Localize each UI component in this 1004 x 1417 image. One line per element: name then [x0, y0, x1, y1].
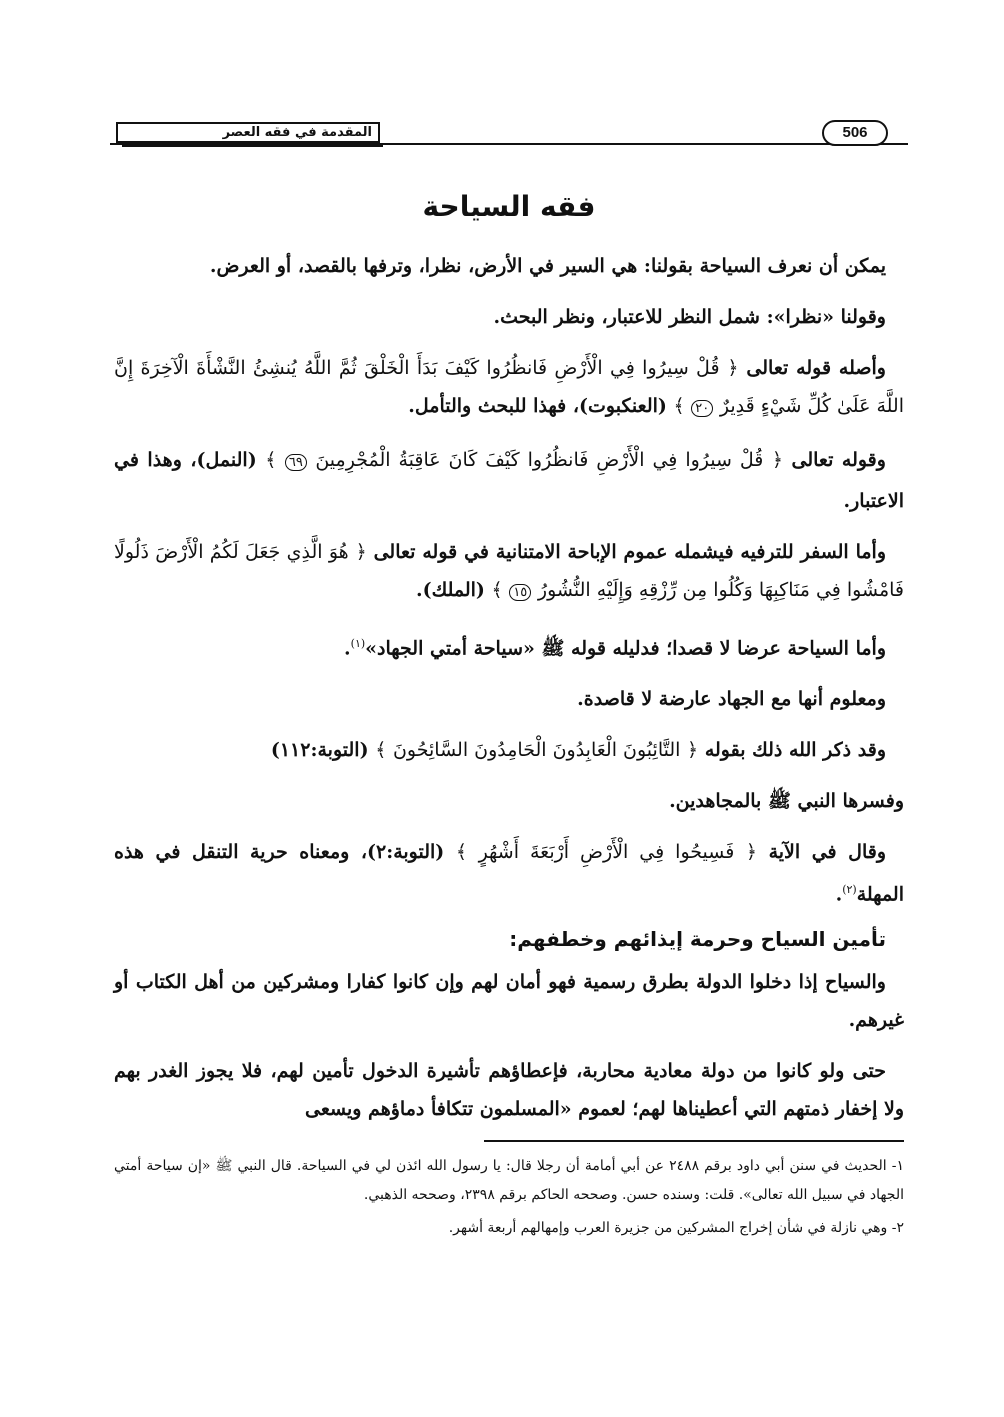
quran-close-bracket: ﴾ — [375, 739, 387, 762]
footnote-1: ١- الحديث في سنن أبي داود برقم ٢٤٨٨ عن أبي أمامة أن رجلا قال: يا رسول الله ائذن لي في السياحة. قال النبي ﷺ «إن سياحة أمتي الجهاد في سبيل الله تعالى». قلت: وسنده حسن. وصححه الحاكم برقم ٢٣٩٨، وصححه الذهبي. — [114, 1158, 904, 1203]
quran-close-bracket: ﴾ — [673, 395, 685, 417]
text: (النمل)، وهذا في الاعتبار. — [114, 449, 904, 512]
text: وأما السفر للترفيه فيشمله عموم الإباحة الامتنانية في قوله تعالى — [373, 541, 887, 563]
verse-number: ٦٩ — [285, 454, 307, 471]
quran-close-bracket: ﴾ — [265, 449, 277, 471]
footnote-2: ٢- وهي نازلة في شأن إخراج المشركين من جزيرة العرب وإمهالهم أربعة أشهر. — [448, 1220, 904, 1236]
quran-verse: قُلْ سِيرُوا فِي الْأَرْضِ فَانظُرُوا كَيْفَ بَدَأَ الْخَلْقَ ثُمَّ اللَّهُ يُنشِئُ النَّشْأَةَ الْآخِرَةَ إِنَّ اللَّهَ عَلَىٰ كُلِّ شَيْءٍ قَدِيرٌ — [114, 357, 904, 417]
footnote-rule — [484, 1140, 904, 1142]
text: (الملك). — [415, 579, 485, 601]
book-title-box — [116, 122, 380, 143]
footnote-ref-2: (٢) — [842, 883, 857, 897]
text: وأما السياحة عرضا لا قصدا؛ فدليله قوله ﷺ «سياحة أمتي الجهاد» — [365, 637, 886, 660]
paragraph-nazar: وقولنا «نظرا»: شمل النظر للاعتبار، ونظر البحث. — [493, 306, 886, 328]
paragraph-mulk — [114, 533, 904, 612]
text: (العنكبوت)، فهذا للبحث والتأمل. — [408, 395, 667, 417]
quran-verse: هُوَ الَّذِي جَعَلَ لَكُمُ الْأَرْضَ ذَلُولًا فَامْشُوا فِي مَنَاكِبِهَا وَكُلُوا مِن رِّزْقِهِ وَإِلَيْهِ النُّشُورُ — [114, 541, 904, 601]
main-content — [114, 190, 904, 1141]
page-number: 506 — [822, 120, 888, 146]
paragraph-definition: يمكن أن نعرف السياحة بقولنا: هي السير في الأرض، نظرا، وترفها بالقصد، أو العرض. — [209, 255, 886, 277]
text: وقد ذكر الله ذلك بقوله — [704, 739, 886, 762]
section-subheading: تأمين السياح وحرمة إيذائهم وخطفهم: — [509, 926, 886, 951]
quran-verse: قُلْ سِيرُوا فِي الْأَرْضِ فَانظُرُوا كَيْفَ كَانَ عَاقِبَةُ الْمُجْرِمِينَ — [315, 449, 764, 471]
paragraph-interpretation: وفسرها النبي ﷺ بالمجاهدين. — [669, 790, 904, 813]
paragraph-naml — [114, 441, 904, 520]
paragraph-jihad — [114, 625, 904, 667]
footnote-ref-1: (١) — [350, 637, 366, 650]
quran-verse: التَّائِبُونَ الْعَابِدُونَ الْحَامِدُونَ السَّائِحُونَ — [392, 739, 681, 762]
paragraph-hostile-state: حتى ولو كانوا من دولة معادية محاربة، فإعطاؤهم تأشيرة الدخول تأمين لهم، فلا يجوز الغدر بهم ولا إخفار ذمتهم التي أعطيناها لهم؛ لعموم «المسلمون تتكافأ دماؤهم ويسعى — [114, 1059, 904, 1120]
quran-verse: فَسِيحُوا فِي الْأَرْضِ أَرْبَعَةَ أَشْهُرٍ — [478, 841, 735, 864]
text: . — [344, 637, 351, 660]
text: وقال في الآية — [768, 841, 887, 864]
paragraph-ankabut — [114, 349, 904, 428]
paragraph-tawbah-112 — [114, 731, 904, 769]
quran-open-bracket: ﴿ — [355, 541, 367, 563]
text: وقوله تعالى — [791, 449, 886, 471]
paragraph-tourists-entry: والسياح إذا دخلوا الدولة بطرق رسمية فهو أمان لهم وإن كانوا كفارا ومشركين من أهل الكتاب أو غيرهم. — [114, 970, 904, 1031]
footnotes — [114, 1140, 904, 1247]
quran-open-bracket: ﴿ — [727, 357, 739, 379]
book-title: المقدمة في فقه العصر — [222, 125, 372, 140]
page-title: فقه السياحة — [422, 190, 596, 223]
text: وأصله قوله تعالى — [746, 357, 886, 379]
quran-open-bracket: ﴿ — [771, 449, 783, 471]
paragraph-tawbah-2 — [114, 833, 904, 913]
text: . — [835, 883, 843, 906]
quran-close-bracket: ﴾ — [455, 841, 467, 864]
page-header — [110, 118, 908, 146]
paragraph-incidental: ومعلوم أنها مع الجهاد عارضة لا قاصدة. — [577, 688, 886, 711]
quran-open-bracket: ﴿ — [745, 841, 757, 864]
quran-close-bracket: ﴾ — [491, 579, 503, 601]
text: (التوبة:١١٢) — [270, 739, 369, 762]
verse-number: ٢٠ — [691, 400, 713, 417]
verse-number: ١٥ — [509, 584, 531, 601]
text: (التوبة:٢)، ومعناه حرية التنقل في هذه المهلة — [114, 841, 904, 906]
quran-open-bracket: ﴿ — [687, 739, 699, 762]
